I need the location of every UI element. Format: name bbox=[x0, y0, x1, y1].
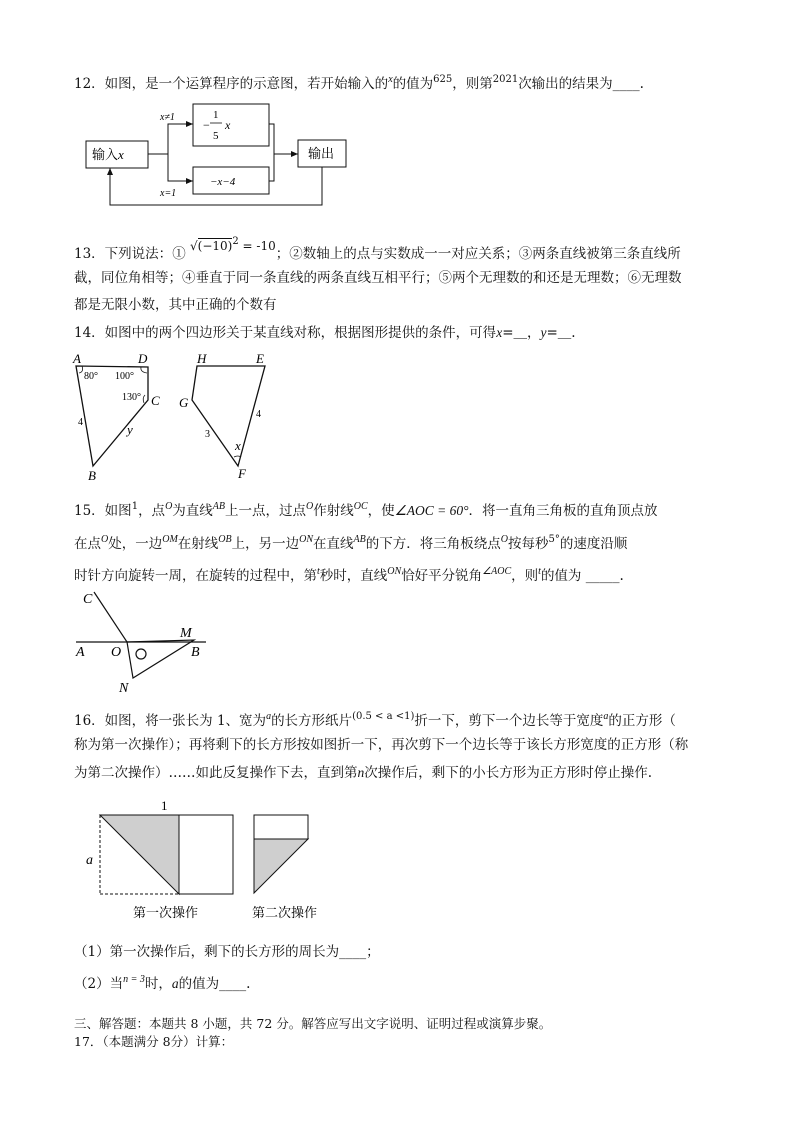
remaining-rect bbox=[179, 815, 233, 894]
label-x: x bbox=[235, 438, 241, 453]
q16-line3: 为第二次操作）……如此反复操作下去，直到第n次操作后，剩下的小长方形为正方形时停止操作. bbox=[74, 765, 653, 781]
q13-line1: 13．下列说法：① $√(-10)^2 = -10$；②数轴上的点与实数成一一对应关系；③两条直线被第三条直线所 bbox=[74, 240, 681, 264]
angle-D: 100° bbox=[115, 371, 134, 382]
flow-input-label: 输入x bbox=[92, 147, 124, 163]
label-B: B bbox=[191, 645, 200, 660]
q12-text: 12．如图，是一个运算程序的示意图，若开始输入的$^x$的值为$^{625}$，则第$^{2021}$次输出的结果为____. bbox=[74, 74, 644, 92]
label-a: a bbox=[86, 853, 93, 868]
flow-cond-bottom: x=1 bbox=[160, 188, 177, 199]
flow-op-top-var: x bbox=[225, 118, 231, 132]
flow-op-bottom: −x−4 bbox=[210, 176, 236, 188]
section3-title: 三、解答题：本题共 8 小题，共 72 分。解答应写出文字说明、证明过程或演算步聚。 bbox=[74, 1016, 552, 1031]
label-D: D bbox=[138, 351, 148, 366]
angle-A: 80° bbox=[84, 371, 98, 382]
label-H: H bbox=[197, 351, 207, 366]
q14-text: 14．如图中的两个四边形关于某直线对称，根据图形提供的条件，可得x=＿，y=＿. bbox=[74, 325, 576, 341]
label-O: O bbox=[111, 645, 122, 660]
label-G: G bbox=[179, 395, 189, 410]
label-y: y bbox=[127, 422, 133, 437]
label-1: 1 bbox=[161, 798, 168, 813]
label-E: E bbox=[256, 351, 264, 366]
label-B: B bbox=[88, 468, 96, 483]
side-AB: 4 bbox=[78, 417, 83, 428]
q16-line2: 称为第一次操作）；再将剩下的长方形按如图折一下，再次剪下一个边长等于该长方形宽度的正方形（称 bbox=[74, 737, 689, 753]
q13-radical: $√(-10)^2 = -10$ bbox=[189, 236, 276, 253]
second-top-rect bbox=[254, 815, 308, 839]
label-C: C bbox=[151, 393, 160, 408]
q17-text: 17．（本题满分 8分）计算： bbox=[74, 1034, 234, 1049]
flow-output-label: 输出 bbox=[308, 147, 335, 162]
q15-line3: 时针方向旋转一周，在旋转的过程中，第$^t$秒时，直线$^{ON}$恰好平分锐角$^{\angle AOC}$，则$^t$的值为 _____. bbox=[74, 566, 624, 584]
q13-line3: 都是无限小数，其中正确的个数有 bbox=[74, 297, 277, 313]
flow-op-top-sign: − bbox=[203, 118, 210, 132]
caption-first: 第一次操作 bbox=[133, 906, 199, 921]
q16-sub2: （2）当$^{n = 3}$时，a的值为____. bbox=[74, 974, 251, 992]
label-A: A bbox=[73, 351, 81, 366]
q15-line1: 15．如图$^1$，点$^O$为直线$^{AB}$上一点，过点$^O$作射线$^{OC}$，使∠AOC = 60°．将一直角三角板的直角顶点放 bbox=[74, 501, 658, 519]
second-fold-triangle bbox=[254, 839, 308, 893]
angle-C: 130° bbox=[122, 392, 141, 403]
caption-second: 第二次操作 bbox=[252, 906, 318, 921]
label-C: C bbox=[83, 592, 93, 607]
side-GF: 3 bbox=[205, 429, 210, 440]
flow-cond-top: x≠1 bbox=[160, 112, 175, 123]
side-EF: 4 bbox=[256, 409, 261, 420]
flow-op-top-den: 5 bbox=[213, 130, 219, 142]
q16-sub1: （1）第一次操作后，剩下的长方形的周长为____； bbox=[74, 944, 380, 960]
q15-line2: 在点$^O$处，一边$^{OM}$在射线$^{OB}$上，另一边$^{ON}$在直线$^{AB}$的下方．将三角板绕点$^O$按每秒$^{5^\circ}$的速度沿顺 bbox=[74, 534, 628, 552]
label-N: N bbox=[119, 681, 129, 696]
q16-line1: 16．如图，将一张长为 1、宽为$^a$的长方形纸片$^{(0.5 < a <1)}$折一下，剪下一个边长等于宽度$^a$的正方形（ bbox=[74, 711, 676, 729]
label-A: A bbox=[76, 645, 85, 660]
q13-line2: 截，同位角相等；④垂直于同一条直线的两条直线互相平行；⑤两个无理数的和还是无理数；⑥无理数 bbox=[74, 270, 682, 286]
label-F: F bbox=[238, 466, 246, 481]
label-M: M bbox=[180, 626, 192, 641]
flow-op-top-num: 1 bbox=[213, 109, 219, 121]
